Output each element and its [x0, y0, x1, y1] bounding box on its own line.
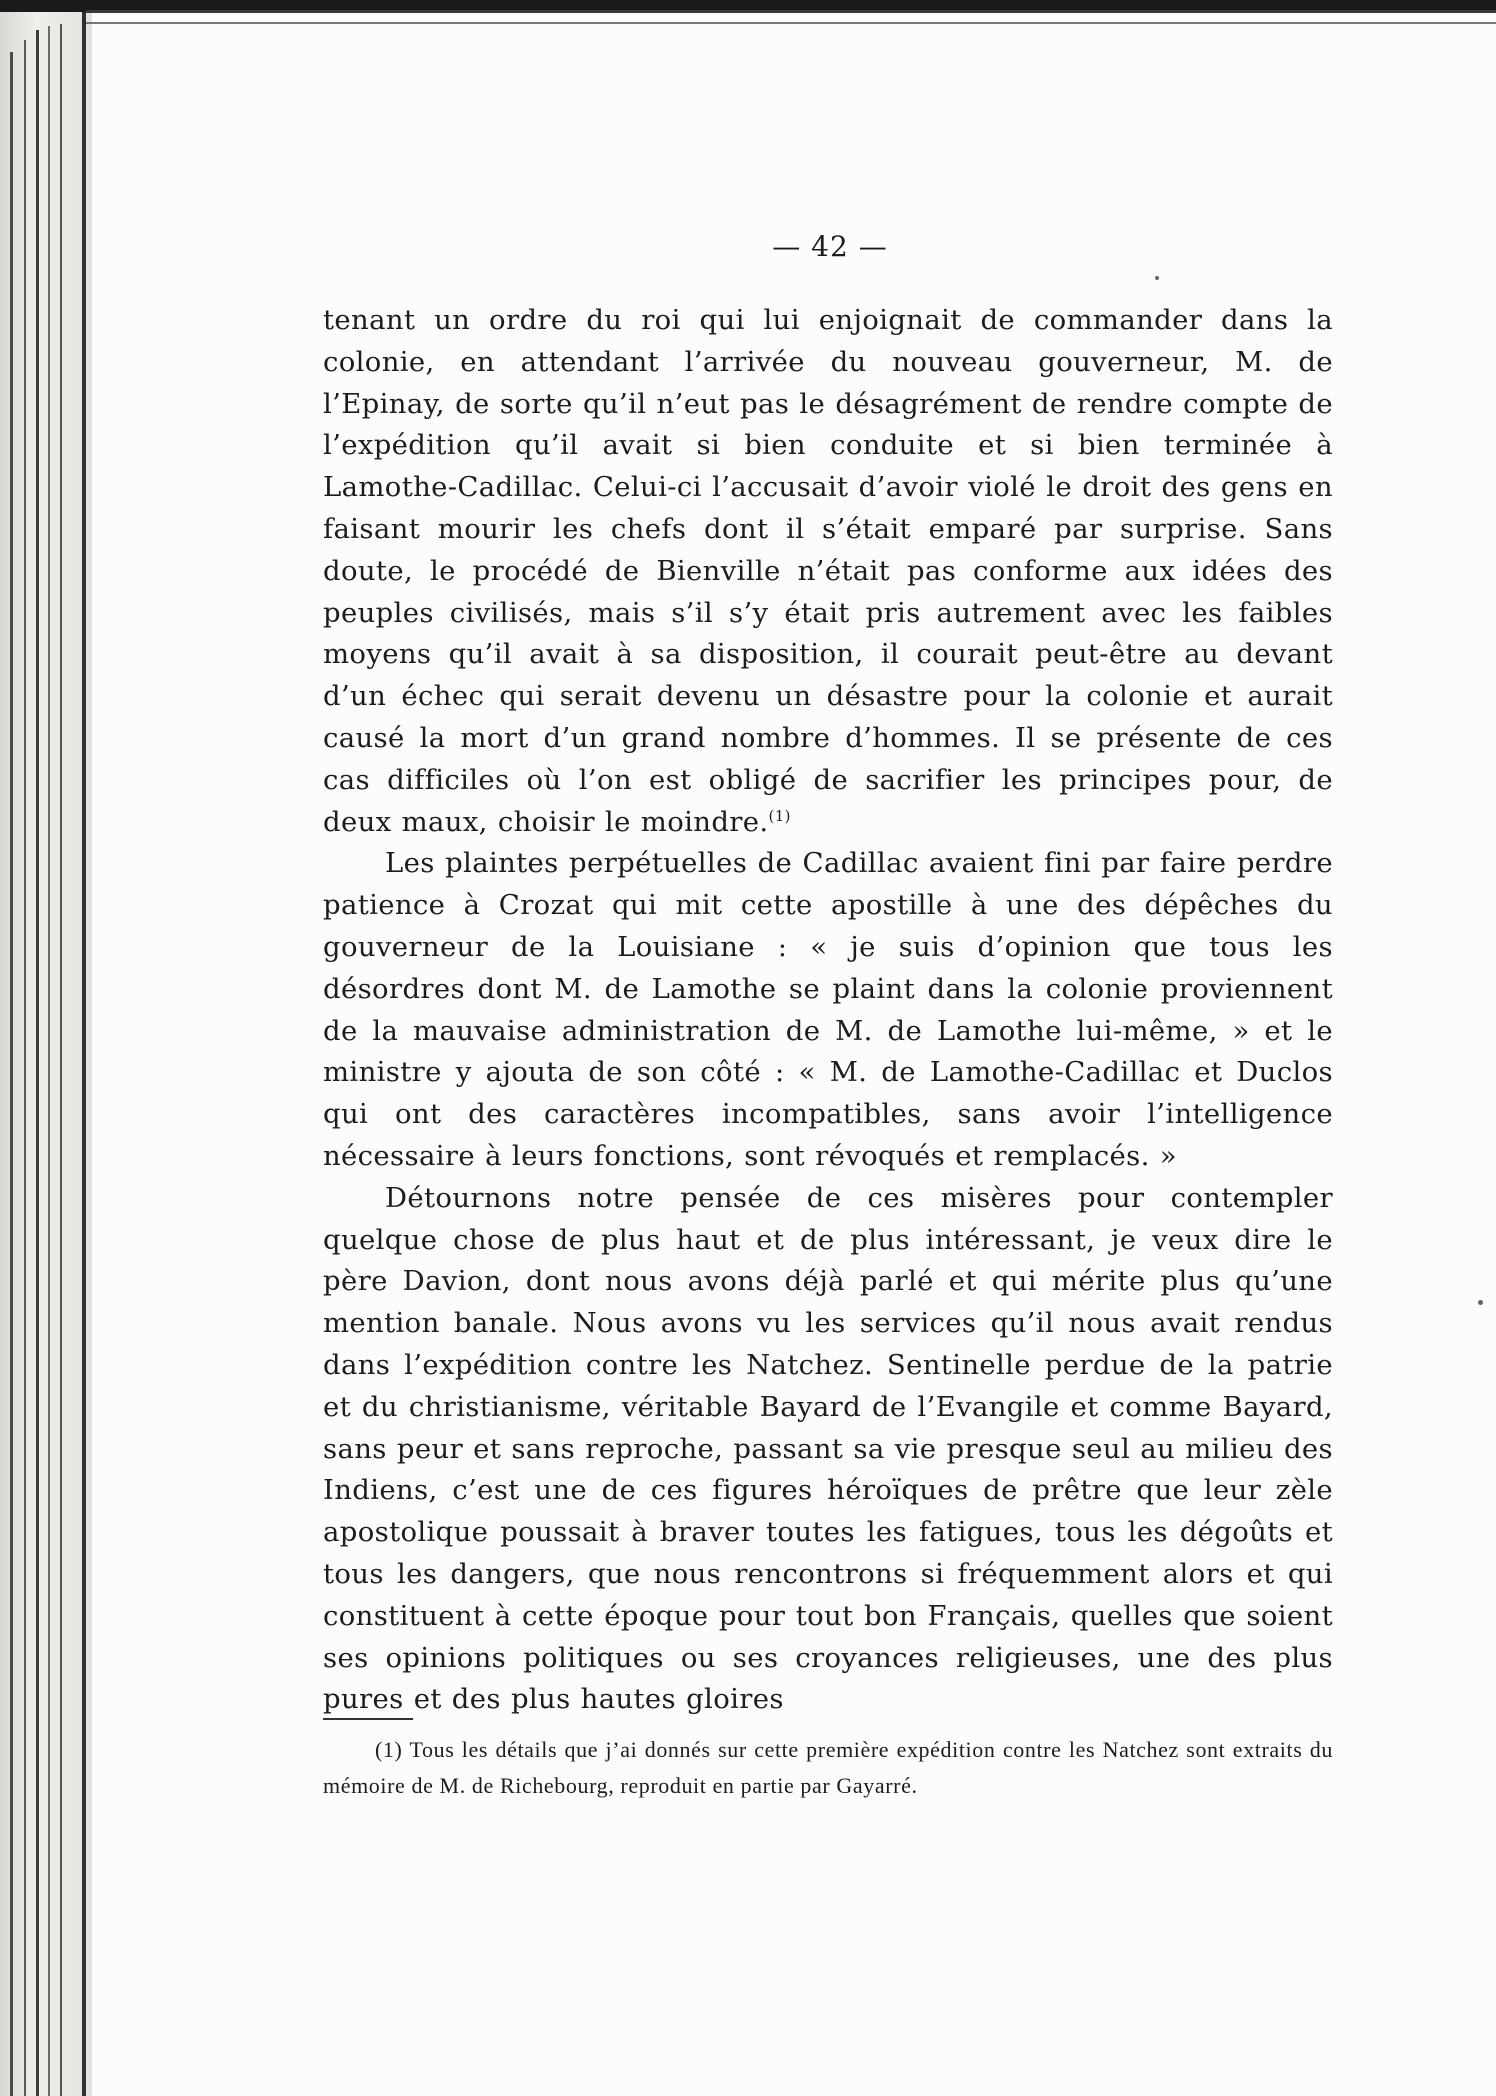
footnote-text: Tous les détails que j’ai donnés sur cette première expédition contre les Natchez sont extraits du mémoire de M. de Richebourg, reproduit en partie par Gayarré.	[323, 1737, 1333, 1798]
page-number: — 42 —	[772, 230, 888, 263]
scan-speck	[1155, 276, 1159, 280]
footnote-reference: (1)	[768, 806, 791, 825]
paragraph: Détournons notre pensée de ces misères pour contempler quelque chose de plus haut et de plus intéressant, je veux dire le père Davion, dont nous avons déjà parlé et qui mérite plus qu’une mention banale. Nous avons vu les services qu’il nous avait rendus dans l’expédition contre les Natchez. Sentinelle perdue de la patrie et du christianisme, véritable Bayard de l’Evangile et comme Bayard, sans peur et sans reproche, passant sa vie presque seul au milieu des Indiens, c’est une de ces figures héroïques de prêtre que leur zèle apostolique poussait à braver toutes les fatigues, tous les dégoûts et tous les dangers, que nous rencontrons si fréquemment alors et qui constituent à cette époque pour tout bon Français, quelles que soient ses opinions politiques ou ses croyances religieuses, une des plus pures et des plus hautes gloires	[323, 1181, 1333, 1716]
footnote	[323, 1732, 1333, 1804]
book-page-edges	[0, 12, 100, 2096]
scan-speck	[1478, 1300, 1483, 1305]
body-text	[323, 300, 1333, 1721]
paragraph	[323, 300, 1333, 843]
page-top-edge	[86, 10, 1496, 24]
footnote-marker: (1)	[375, 1737, 403, 1762]
footnote-separator	[323, 1718, 413, 1720]
paragraph-text: tenant un ordre du roi qui lui enjoignait de commander dans la colonie, en attendant l’arrivée du nouveau gouverneur, M. de l’Epinay, de sorte qu’il n’eut pas le désagrément de rendre compte de l’expédition qu’il avait si bien conduite et si bien terminée à Lamothe-Cadillac. Celui-ci l’accusait d’avoir violé le droit des gens en faisant mourir les chefs dont il s’était emparé par surprise. Sans doute, le procédé de Bienville n’était pas conforme aux idées des peuples civilisés, mais s’il s’y était pris autrement avec les faibles moyens qu’il avait à sa disposition, il courait peut-être au devant d’un échec qui serait devenu un désastre pour la colonie et aurait causé la mort d’un grand nombre d’hommes. Il se présente de ces cas difficiles où l’on est obligé de sacrifier les principes pour, de deux maux, choisir le moindre.	[323, 304, 1333, 838]
paragraph: Les plaintes perpétuelles de Cadillac avaient fini par faire perdre patience à Crozat qui mit cette apostille à une des dépêches du gouverneur de la Louisiane : « je suis d’opinion que tous les désordres dont M. de Lamothe se plaint dans la colonie proviennent de la mauvaise administration de M. de Lamothe lui-même, » et le ministre y ajouta de son côté : « M. de Lamothe-Cadillac et Duclos qui ont des caractères incompatibles, sans avoir l’intelligence nécessaire à leurs fonctions, sont révoqués et remplacés. »	[323, 847, 1333, 1172]
